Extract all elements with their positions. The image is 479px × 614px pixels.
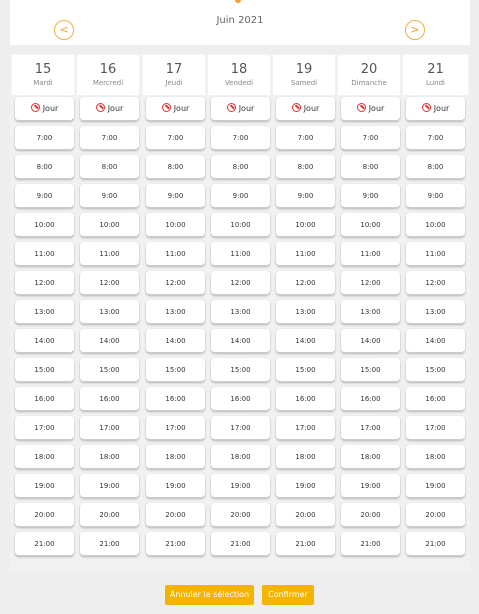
time-slot-button[interactable]: 19:00	[146, 474, 205, 498]
time-slot-button[interactable]: 14:00	[211, 329, 270, 353]
day-name: Mercredi	[92, 79, 124, 87]
time-slot-button[interactable]: 13:00	[15, 300, 74, 324]
ban-icon	[357, 103, 366, 112]
time-slot-button[interactable]: 14:00	[15, 329, 74, 353]
time-slot-button[interactable]: 21:00	[80, 532, 139, 556]
confirm-button[interactable]: Confirmer	[262, 585, 314, 605]
day-slot-label: Jour	[42, 104, 59, 113]
time-slot-button[interactable]: 16:00	[406, 387, 465, 411]
time-slot-button[interactable]: 10:00	[15, 213, 74, 237]
time-slot-button[interactable]: 13:00	[211, 300, 270, 324]
time-slot-button[interactable]: 10:00	[211, 213, 270, 237]
ban-icon	[422, 103, 431, 112]
time-slot-button[interactable]: 9:00	[146, 184, 205, 208]
time-slot-button[interactable]: 19:00	[80, 474, 139, 498]
day-slot-button[interactable]	[80, 97, 139, 121]
time-slot-button[interactable]: 12:00	[15, 271, 74, 295]
day-slot-button[interactable]	[276, 97, 335, 121]
time-slot-button[interactable]: 9:00	[406, 184, 465, 208]
time-slot-button[interactable]: 15:00	[146, 358, 205, 382]
time-slot-button[interactable]: 7:00	[15, 126, 74, 150]
time-slot-button[interactable]: 12:00	[80, 271, 139, 295]
day-slot-label: Jour	[433, 104, 450, 113]
time-slot-button[interactable]: 17:00	[15, 416, 74, 440]
time-slot-button[interactable]: 15:00	[80, 358, 139, 382]
time-slot-button[interactable]: 11:00	[15, 242, 74, 266]
time-slot-button[interactable]: 14:00	[341, 329, 400, 353]
time-slot-button[interactable]: 20:00	[80, 503, 139, 527]
time-slot-button[interactable]: 9:00	[341, 184, 400, 208]
time-slot-button[interactable]: 16:00	[15, 387, 74, 411]
day-number: 19	[295, 62, 313, 77]
day-header	[403, 55, 468, 95]
time-slot-button[interactable]: 8:00	[146, 155, 205, 179]
time-slot-button[interactable]: 13:00	[146, 300, 205, 324]
time-slot-button[interactable]: 16:00	[80, 387, 139, 411]
time-slot-button[interactable]: 17:00	[211, 416, 270, 440]
day-number: 16	[99, 62, 117, 77]
month-title: Juin 2021	[216, 15, 264, 26]
day-slot-label: Jour	[303, 104, 320, 113]
time-slot-button[interactable]: 21:00	[15, 532, 74, 556]
time-slot-button[interactable]: 7:00	[406, 126, 465, 150]
ban-icon	[162, 103, 171, 112]
time-slot-button[interactable]: 21:00	[211, 532, 270, 556]
time-slot-button[interactable]: 19:00	[15, 474, 74, 498]
time-slot-button[interactable]: 20:00	[211, 503, 270, 527]
time-slot-button[interactable]: 13:00	[80, 300, 139, 324]
time-slot-button[interactable]: 20:00	[341, 503, 400, 527]
time-slot-button[interactable]: 20:00	[15, 503, 74, 527]
time-slot-button[interactable]: 17:00	[406, 416, 465, 440]
time-slot-button[interactable]: 13:00	[341, 300, 400, 324]
time-slot-button[interactable]: 8:00	[15, 155, 74, 179]
day-header	[208, 55, 270, 95]
time-slot-button[interactable]: 8:00	[276, 155, 335, 179]
time-slot-button[interactable]: 21:00	[406, 532, 465, 556]
day-name: Mardi	[33, 79, 53, 87]
day-number: 18	[230, 62, 248, 77]
time-slot-button[interactable]: 17:00	[146, 416, 205, 440]
day-header	[273, 55, 335, 95]
day-name: Samedi	[290, 79, 318, 87]
time-slot-button[interactable]: 9:00	[80, 184, 139, 208]
time-slot-button[interactable]: 20:00	[406, 503, 465, 527]
time-slot-button[interactable]: 7:00	[146, 126, 205, 150]
prev-month-button[interactable]: <	[54, 20, 74, 40]
time-slot-button[interactable]: 16:00	[146, 387, 205, 411]
day-slot-label: Jour	[107, 104, 124, 113]
time-slot-button[interactable]: 10:00	[341, 213, 400, 237]
time-slot-button[interactable]: 16:00	[211, 387, 270, 411]
time-slot-button[interactable]: 21:00	[341, 532, 400, 556]
ban-icon	[96, 103, 105, 112]
time-slot-button[interactable]: 11:00	[341, 242, 400, 266]
time-slot-button[interactable]: 13:00	[276, 300, 335, 324]
indicator-dot	[235, 0, 241, 3]
time-slot-button[interactable]: 7:00	[341, 126, 400, 150]
time-slot-button[interactable]: 12:00	[406, 271, 465, 295]
time-slot-button[interactable]: 21:00	[276, 532, 335, 556]
day-number: 17	[165, 62, 183, 77]
day-header	[338, 55, 400, 95]
time-slot-button[interactable]: 17:00	[276, 416, 335, 440]
day-slot-button[interactable]	[341, 97, 400, 121]
time-slot-button[interactable]: 18:00	[211, 445, 270, 469]
time-slot-button[interactable]: 11:00	[211, 242, 270, 266]
time-slot-button[interactable]: 10:00	[406, 213, 465, 237]
time-slot-button[interactable]: 8:00	[406, 155, 465, 179]
time-slot-button[interactable]: 10:00	[80, 213, 139, 237]
time-slot-button[interactable]: 14:00	[276, 329, 335, 353]
time-slot-button[interactable]: 18:00	[15, 445, 74, 469]
time-slot-button[interactable]: 16:00	[276, 387, 335, 411]
time-slot-button[interactable]: 9:00	[15, 184, 74, 208]
time-slot-button[interactable]: 18:00	[341, 445, 400, 469]
day-slot-label: Jour	[173, 104, 190, 113]
day-name: Dimanche	[351, 79, 387, 87]
day-slot-button[interactable]	[15, 97, 74, 121]
time-slot-button[interactable]: 18:00	[146, 445, 205, 469]
day-name: Jeudi	[165, 79, 183, 87]
time-slot-button[interactable]: 15:00	[276, 358, 335, 382]
time-slot-button[interactable]: 18:00	[80, 445, 139, 469]
day-slot-label: Jour	[368, 104, 385, 113]
time-slot-button[interactable]: 8:00	[211, 155, 270, 179]
day-name: Vendedi	[224, 79, 254, 87]
time-slot-button[interactable]: 14:00	[80, 329, 139, 353]
time-slot-button[interactable]: 19:00	[406, 474, 465, 498]
time-slot-button[interactable]: 11:00	[80, 242, 139, 266]
time-slot-button[interactable]: 15:00	[341, 358, 400, 382]
day-slot-label: Jour	[238, 104, 255, 113]
time-slot-button[interactable]: 10:00	[146, 213, 205, 237]
day-header	[12, 55, 74, 95]
time-slot-button[interactable]: 11:00	[406, 242, 465, 266]
time-slot-button[interactable]: 17:00	[80, 416, 139, 440]
cancel-selection-button[interactable]: Annuler la sélection	[165, 585, 254, 605]
day-name: Lundi	[425, 79, 446, 87]
time-slot-button[interactable]: 20:00	[146, 503, 205, 527]
time-slot-button[interactable]: 7:00	[276, 126, 335, 150]
time-slot-button[interactable]: 21:00	[146, 532, 205, 556]
day-number: 21	[427, 62, 444, 77]
time-slot-button[interactable]: 12:00	[276, 271, 335, 295]
next-month-button[interactable]: >	[405, 20, 425, 40]
time-slot-button[interactable]: 14:00	[146, 329, 205, 353]
time-slot-button[interactable]: 20:00	[276, 503, 335, 527]
time-slot-button[interactable]: 8:00	[341, 155, 400, 179]
day-slot-button[interactable]	[211, 97, 270, 121]
ban-icon	[292, 103, 301, 112]
time-slot-button[interactable]: 12:00	[211, 271, 270, 295]
time-slot-button[interactable]: 19:00	[211, 474, 270, 498]
time-slot-button[interactable]: 8:00	[80, 155, 139, 179]
day-header	[77, 55, 139, 95]
day-header	[143, 55, 205, 95]
time-slot-button[interactable]: 10:00	[276, 213, 335, 237]
time-slot-button[interactable]: 18:00	[276, 445, 335, 469]
day-slot-button[interactable]	[146, 97, 205, 121]
time-slot-button[interactable]: 14:00	[406, 329, 465, 353]
time-slot-button[interactable]: 15:00	[15, 358, 74, 382]
time-slot-button[interactable]: 11:00	[146, 242, 205, 266]
time-slot-button[interactable]: 15:00	[211, 358, 270, 382]
time-slot-button[interactable]: 17:00	[341, 416, 400, 440]
time-slot-button[interactable]: 11:00	[276, 242, 335, 266]
time-slot-button[interactable]: 9:00	[211, 184, 270, 208]
time-slot-button[interactable]: 7:00	[211, 126, 270, 150]
time-slot-button[interactable]: 12:00	[146, 271, 205, 295]
time-slot-button[interactable]: 19:00	[341, 474, 400, 498]
time-slot-button[interactable]: 18:00	[406, 445, 465, 469]
time-slot-button[interactable]: 19:00	[276, 474, 335, 498]
day-number: 20	[360, 62, 378, 77]
day-slot-button[interactable]	[406, 97, 465, 121]
time-slot-button[interactable]: 15:00	[406, 358, 465, 382]
time-slot-button[interactable]: 7:00	[80, 126, 139, 150]
time-slot-button[interactable]: 16:00	[341, 387, 400, 411]
week-grid	[10, 53, 470, 573]
ban-icon	[31, 103, 40, 112]
calendar-header	[10, 0, 470, 45]
ban-icon	[227, 103, 236, 112]
time-slot-button[interactable]: 13:00	[406, 300, 465, 324]
time-slot-button[interactable]: 9:00	[276, 184, 335, 208]
time-slot-button[interactable]: 12:00	[341, 271, 400, 295]
day-number: 15	[34, 62, 52, 77]
